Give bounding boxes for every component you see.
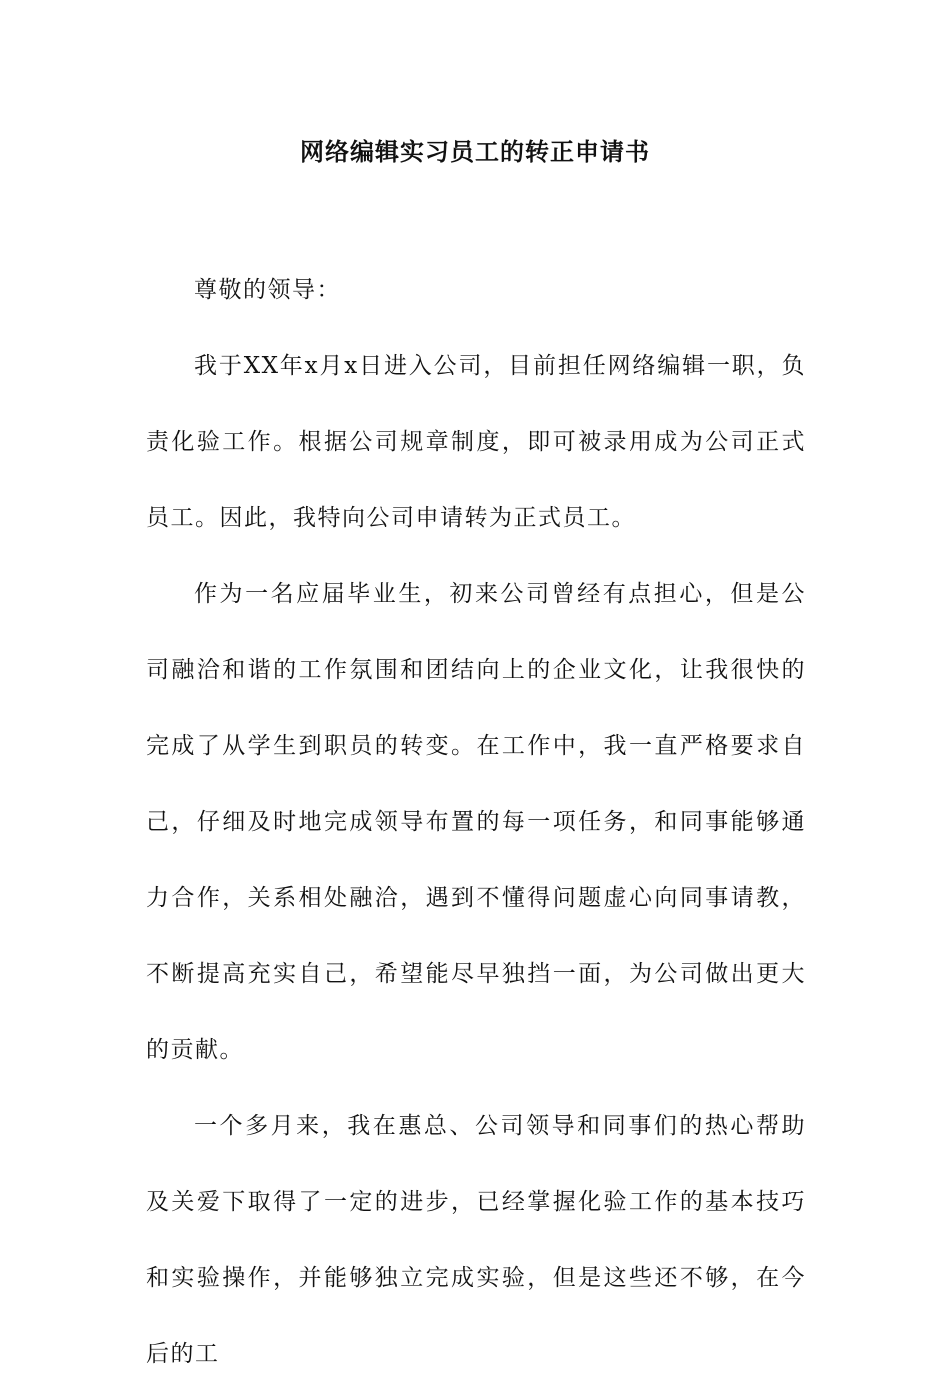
salutation: 尊敬的领导： (194, 277, 341, 303)
paragraph-3: 一个多月来，我在惠总、公司领导和同事们的热心帮助及关爱下取得了一定的进步，已经掌握化验工作的基本技巧和实验操作，并能够独立完成实验，但是这些还不够，在今后的工 (146, 1113, 806, 1367)
document-body (146, 252, 806, 1392)
paragraph-2: 作为一名应届毕业生，初来公司曾经有点担心，但是公司融洽和谐的工作氛围和团结向上的企业文化，让我很快的完成了从学生到职员的转变。在工作中，我一直严格要求自己，仔细及时地完成领导布置的每一项任务，和同事能够通力合作，关系相处融洽，遇到不懂得问题虚心向同事请教，不断提高充实自己，希望能尽早独挡一面，为公司做出更大的贡献。 (146, 581, 806, 1063)
paragraph-1: 我于XX年x月x日进入公司，目前担任网络编辑一职，负责化验工作。根据公司规章制度，即可被录用成为公司正式员工。因此，我特向公司申请转为正式员工。 (146, 353, 806, 531)
document-title: 网络编辑实习员工的转正申请书 (300, 138, 650, 166)
